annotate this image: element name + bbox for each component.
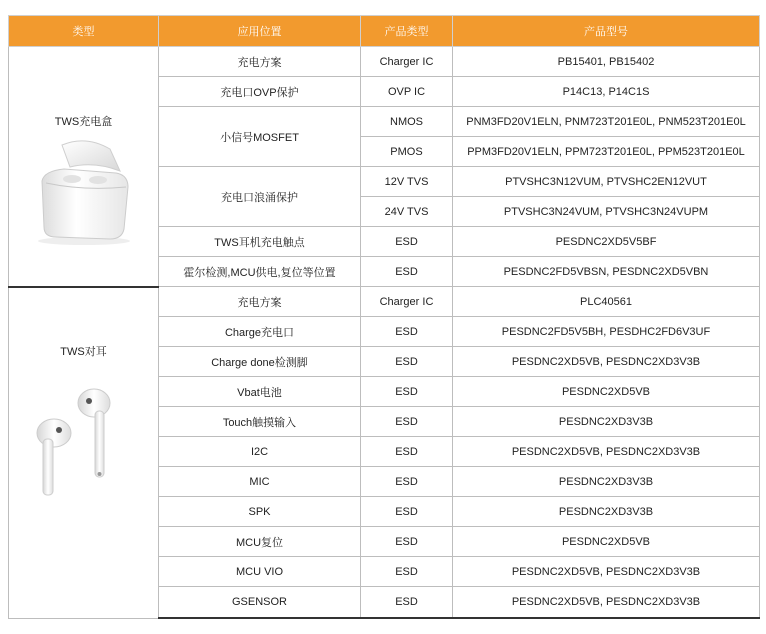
cell-product-model: PESDNC2XD5VB xyxy=(453,527,760,557)
cell-product-model: PTVSHC3N24VUM, PTVSHC3N24VUPM xyxy=(453,197,760,227)
header-product-type: 产品类型 xyxy=(361,16,453,47)
cell-product-type: ESD xyxy=(361,317,453,347)
cell-product-type: ESD xyxy=(361,557,453,587)
cell-product-model: PESDNC2XD3V3B xyxy=(453,407,760,437)
cell-product-model: PESDNC2XD5VB, PESDNC2XD3V3B xyxy=(453,557,760,587)
cell-product-model: PLC40561 xyxy=(453,287,760,317)
cell-application: MIC xyxy=(159,467,361,497)
cell-product-type: ESD xyxy=(361,407,453,437)
header-application: 应用位置 xyxy=(159,16,361,47)
cell-application: 小信号MOSFET xyxy=(159,107,361,167)
cell-product-type: ESD xyxy=(361,437,453,467)
cell-product-type: Charger IC xyxy=(361,47,453,77)
cell-product-type: ESD xyxy=(361,347,453,377)
category-label-case: TWS充电盒 xyxy=(54,116,113,128)
cell-application: SPK xyxy=(159,497,361,527)
cell-product-type: ESD xyxy=(361,527,453,557)
cell-application: MCU复位 xyxy=(159,527,361,557)
cell-product-model: PNM3FD20V1ELN, PNM723T201E0L, PNM523T201E0L xyxy=(453,107,760,137)
cell-product-model: PESDNC2XD5VB xyxy=(453,377,760,407)
cell-product-type: ESD xyxy=(361,497,453,527)
cell-product-model: PESDNC2FD5V5BH, PESDHC2FD6V3UF xyxy=(453,317,760,347)
cell-product-type: ESD xyxy=(361,467,453,497)
table-row xyxy=(9,47,760,77)
category-label-earbuds: TWS对耳 xyxy=(60,345,107,358)
cell-application: 霍尔检测,MCU供电,复位等位置 xyxy=(159,257,361,287)
cell-product-model: PESDNC2XD3V3B xyxy=(453,467,760,497)
cell-product-model: P14C13, P14C1S xyxy=(453,77,760,107)
cell-product-type: NMOS xyxy=(361,107,453,137)
header-product-model: 产品型号 xyxy=(453,16,760,47)
cell-application: 充电口OVP保护 xyxy=(159,77,361,107)
cell-product-type: 24V TVS xyxy=(361,197,453,227)
header-type: 类型 xyxy=(9,16,159,47)
earbuds-illustration xyxy=(34,381,144,501)
table-header-row xyxy=(9,16,760,47)
cell-application: TWS耳机充电触点 xyxy=(159,227,361,257)
cell-product-type: OVP IC xyxy=(361,77,453,107)
cell-product-model: PESDNC2XD3V3B xyxy=(453,497,760,527)
cell-product-model: PESDNC2XD5VB, PESDNC2XD3V3B xyxy=(453,437,760,467)
cell-application: I2C xyxy=(159,437,361,467)
cell-application: 充电方案 xyxy=(159,287,361,317)
cell-product-model: PESDNC2XD5VB, PESDNC2XD3V3B xyxy=(453,347,760,377)
cell-product-model: PESDNC2XD5V5BF xyxy=(453,227,760,257)
cell-application: Charge done检测脚 xyxy=(159,347,361,377)
cell-product-model: PB15401, PB15402 xyxy=(453,47,760,77)
charging-case-illustration xyxy=(24,137,144,247)
cell-product-type: ESD xyxy=(361,377,453,407)
category-charging-case xyxy=(9,47,159,287)
cell-product-model: PESDNC2XD5VB, PESDNC2XD3V3B xyxy=(453,587,760,619)
product-table xyxy=(8,15,760,619)
product-table-container xyxy=(8,15,760,619)
cell-product-type: PMOS xyxy=(361,137,453,167)
cell-application: Touch触摸输入 xyxy=(159,407,361,437)
cell-application: GSENSOR xyxy=(159,587,361,619)
cell-product-type: 12V TVS xyxy=(361,167,453,197)
cell-application: 充电方案 xyxy=(159,47,361,77)
cell-application: Charge充电口 xyxy=(159,317,361,347)
cell-product-type: ESD xyxy=(361,587,453,619)
cell-product-type: Charger IC xyxy=(361,287,453,317)
cell-product-model: PPM3FD20V1ELN, PPM723T201E0L, PPM523T201E0L xyxy=(453,137,760,167)
cell-product-type: ESD xyxy=(361,257,453,287)
category-earbuds xyxy=(9,287,159,619)
cell-application: MCU VIO xyxy=(159,557,361,587)
cell-product-type: ESD xyxy=(361,227,453,257)
cell-application: 充电口浪涌保护 xyxy=(159,167,361,227)
cell-product-model: PTVSHC3N12VUM, PTVSHC2EN12VUT xyxy=(453,167,760,197)
table-row xyxy=(9,287,760,317)
cell-product-model: PESDNC2FD5VBSN, PESDNC2XD5VBN xyxy=(453,257,760,287)
cell-application: Vbat电池 xyxy=(159,377,361,407)
